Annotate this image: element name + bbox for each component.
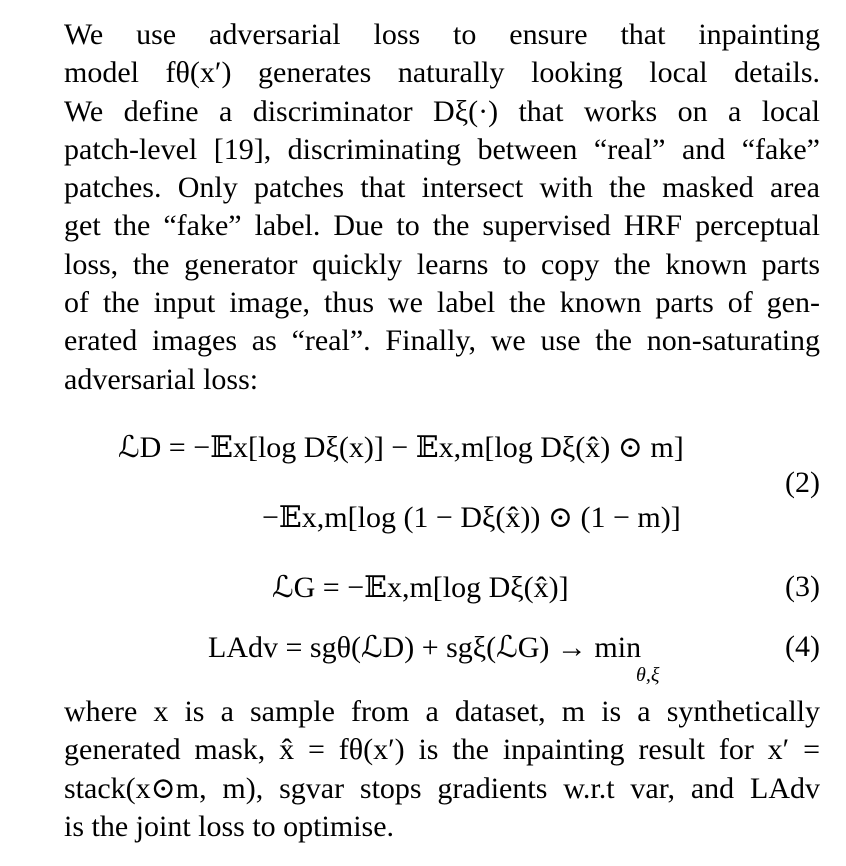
text-line: model fθ(x′) generates naturally looking local details. [64,56,820,90]
equation-number-3: (3) [785,570,820,603]
text-line: patches. Only patches that intersect with the masked area [64,171,820,205]
equation-4-subscript: θ,ξ [636,664,660,686]
equation-number-4: (4) [785,630,820,663]
text-line: loss, the generator quickly learns to copy the known parts [64,247,820,281]
text-line: erated images as “real”. Finally, we use the non-saturating [64,324,820,358]
text-line: adversarial loss: [64,362,259,396]
equation-2-line-2 [262,500,681,535]
text-line: get the “fake” label. Due to the supervised HRF perceptual [64,209,820,243]
equation-3 [272,570,569,605]
eq3-text: ℒG = −𝔼x,m[log Dξ(x̂)] [272,571,569,604]
text-line: of the input image, thus we label the known parts of gen- [64,286,820,320]
equation-number-2: (2) [785,466,820,499]
equation-2-line-1 [118,430,684,465]
text-line: We use adversarial loss to ensure that inpainting [64,18,820,51]
text-line: is the joint loss to optimise. [64,809,395,843]
paragraph-explanation [64,693,820,846]
eq4-text: LAdv = sgθ(ℒD) + sgξ(ℒG) → min [208,631,642,664]
text-line: where x is a sample from a dataset, m is a synthetically [64,695,820,728]
text-line: patch-level [19], discriminating between “real” and “fake” [64,132,820,166]
text-line: generated mask, x̂ = fθ(x′) is the inpainting result for x′ = [64,733,820,767]
text-line: stack(x⊙m, m), sgvar stops gradients w.r.t var, and LAdv [64,771,820,805]
equation-4 [208,630,641,665]
paragraph-intro [64,16,820,399]
text-line: We define a discriminator Dξ(·) that works on a local [64,94,820,128]
eq2-line1-text: ℒD = −𝔼x[log Dξ(x)] − 𝔼x,m[log Dξ(x̂) ⊙ m] [118,431,684,464]
eq2-line2-text: −𝔼x,m[log (1 − Dξ(x̂)) ⊙ (1 − m)] [262,501,681,534]
